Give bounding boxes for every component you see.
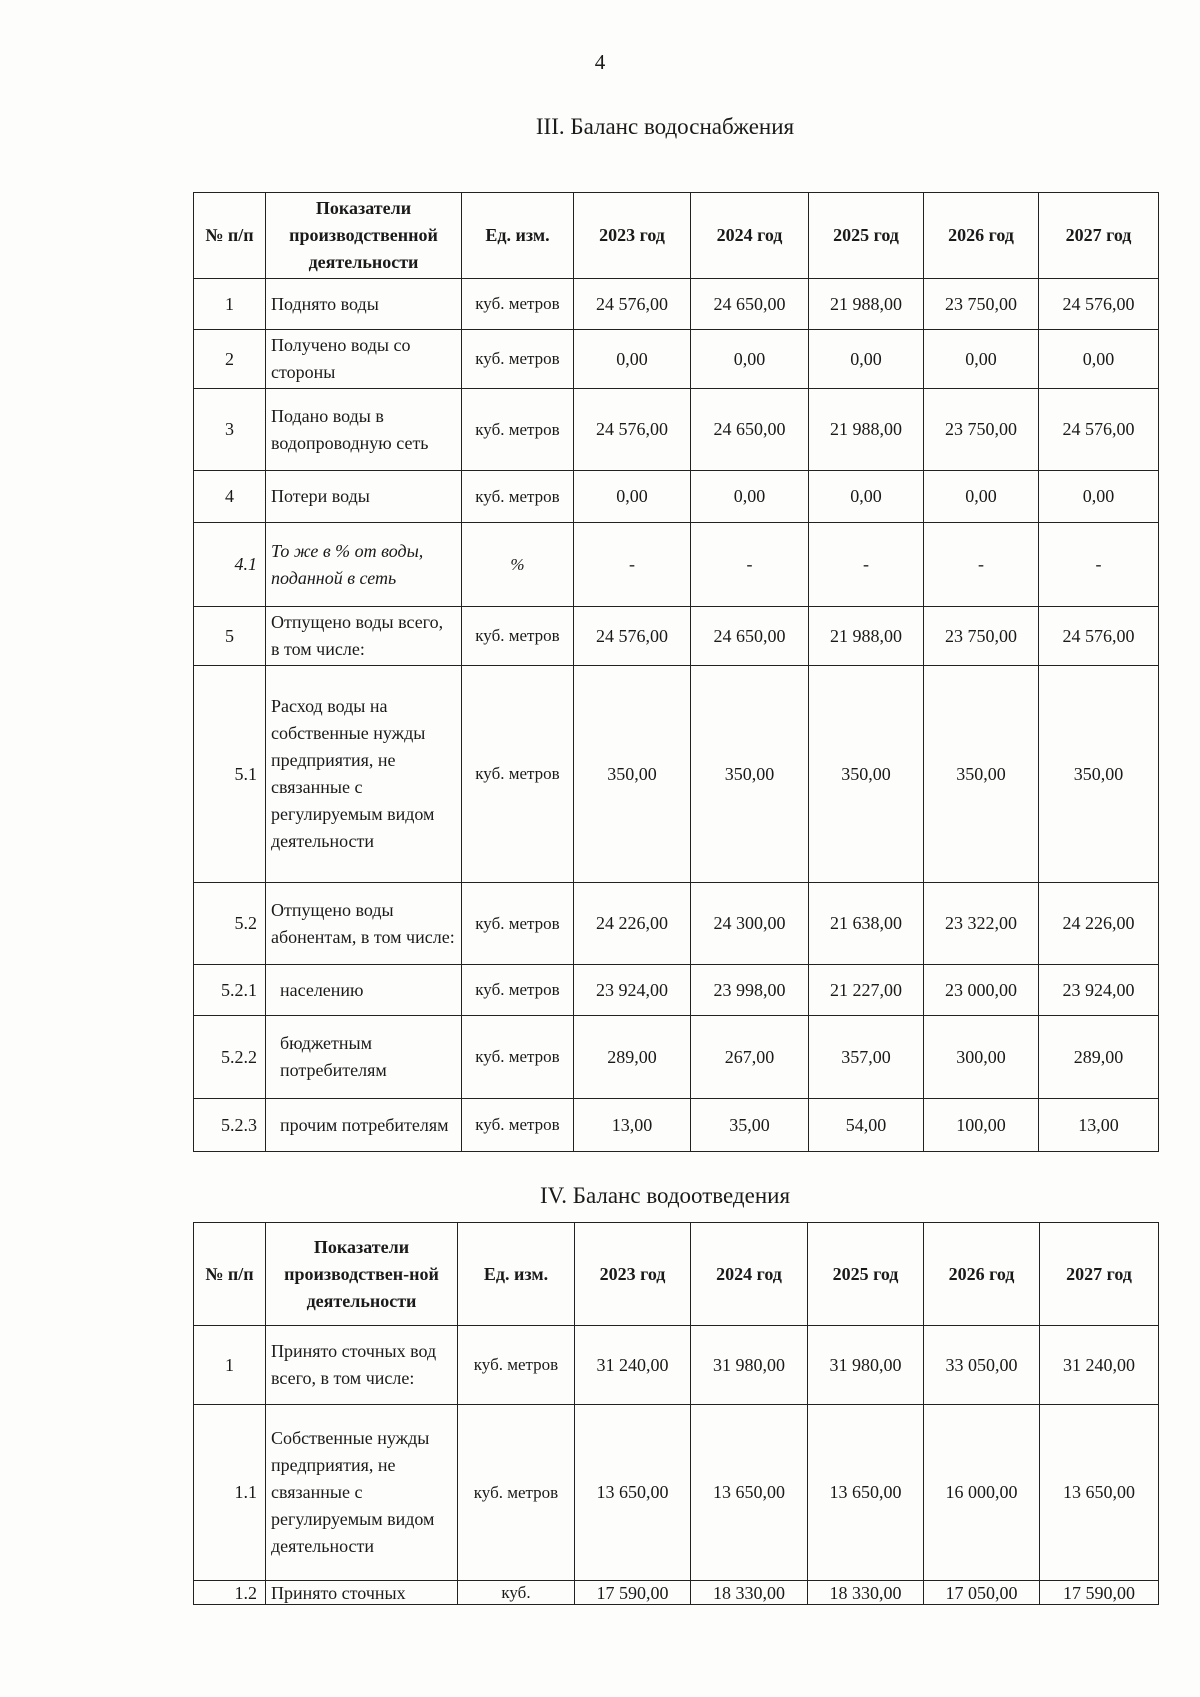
value-2027: 24 226,00	[1039, 883, 1159, 965]
value-2024: 24 650,00	[691, 279, 809, 330]
value-2025: 18 330,00	[808, 1581, 924, 1605]
value-2023: 0,00	[574, 471, 691, 523]
row-indicator: Принято сточных	[266, 1581, 458, 1605]
value-2024: -	[691, 523, 809, 607]
value-2024: 24 300,00	[691, 883, 809, 965]
row-unit: куб. метров	[462, 1016, 574, 1099]
row-indicator: населению	[266, 965, 462, 1016]
value-2024: 13 650,00	[691, 1405, 808, 1581]
value-2023: 24 576,00	[574, 607, 691, 666]
table-row	[194, 330, 1159, 389]
value-2024: 35,00	[691, 1099, 809, 1152]
header-cell: 2024 год	[691, 1223, 808, 1326]
row-unit: куб. метров	[462, 330, 574, 389]
value-2027: 31 240,00	[1040, 1326, 1159, 1405]
value-2023: 31 240,00	[575, 1326, 691, 1405]
section-title-water-supply: III. Баланс водоснабжения	[535, 114, 795, 139]
value-2025: 21 988,00	[809, 279, 924, 330]
value-2025: 0,00	[809, 471, 924, 523]
value-2024: 24 650,00	[691, 389, 809, 471]
header-cell: 2027 год	[1039, 193, 1159, 279]
value-2027: 0,00	[1039, 330, 1159, 389]
table-row	[194, 471, 1159, 523]
value-2025: 357,00	[809, 1016, 924, 1099]
row-unit: куб. метров	[462, 389, 574, 471]
row-indicator: Расход воды на собственные нужды предприятия, не связанные с регулируемым видом деятельности	[266, 666, 462, 883]
row-unit: куб. метров	[462, 1099, 574, 1152]
row-unit: куб. метров	[462, 883, 574, 965]
value-2026: 23 750,00	[924, 389, 1039, 471]
header-cell: 2026 год	[924, 193, 1039, 279]
row-number: 5.2.1	[194, 965, 266, 1016]
row-indicator: То же в % от воды, поданной в сеть	[266, 523, 462, 607]
value-2024: 267,00	[691, 1016, 809, 1099]
value-2026: 300,00	[924, 1016, 1039, 1099]
value-2025: -	[809, 523, 924, 607]
table-row	[194, 666, 1159, 883]
value-2026: 100,00	[924, 1099, 1039, 1152]
table-row	[194, 1326, 1159, 1405]
table-row	[194, 883, 1159, 965]
value-2025: 54,00	[809, 1099, 924, 1152]
row-number: 5.2	[194, 883, 266, 965]
value-2023: 13 650,00	[575, 1405, 691, 1581]
value-2027: 13 650,00	[1040, 1405, 1159, 1581]
row-indicator: Поднято воды	[266, 279, 462, 330]
value-2026: 16 000,00	[924, 1405, 1040, 1581]
header-cell: Показатели производственной деятельности	[266, 193, 462, 279]
value-2023: -	[574, 523, 691, 607]
value-2023: 13,00	[574, 1099, 691, 1152]
row-number: 4	[194, 471, 266, 523]
row-unit: куб. метров	[462, 471, 574, 523]
value-2026: 23 750,00	[924, 607, 1039, 666]
row-unit: куб. метров	[462, 607, 574, 666]
value-2026: 0,00	[924, 471, 1039, 523]
table-row	[194, 389, 1159, 471]
value-2023: 23 924,00	[574, 965, 691, 1016]
row-number: 5.2.3	[194, 1099, 266, 1152]
value-2024: 18 330,00	[691, 1581, 808, 1605]
value-2026: 17 050,00	[924, 1581, 1040, 1605]
value-2025: 21 988,00	[809, 389, 924, 471]
table-row	[194, 1016, 1159, 1099]
page-number: 4	[594, 50, 606, 74]
header-cell: 2027 год	[1040, 1223, 1159, 1326]
value-2024: 24 650,00	[691, 607, 809, 666]
value-2027: 24 576,00	[1039, 389, 1159, 471]
row-indicator: Отпущено воды всего, в том числе:	[266, 607, 462, 666]
value-2027: 289,00	[1039, 1016, 1159, 1099]
value-2026: 0,00	[924, 330, 1039, 389]
table-row	[194, 1405, 1159, 1581]
header-cell: 2025 год	[809, 193, 924, 279]
row-unit: куб. метров	[462, 965, 574, 1016]
value-2026: 23 322,00	[924, 883, 1039, 965]
value-2025: 21 638,00	[809, 883, 924, 965]
row-unit: куб. метров	[458, 1326, 575, 1405]
value-2027: -	[1039, 523, 1159, 607]
water-supply-balance-table	[193, 192, 1159, 1152]
table-header-row	[194, 193, 1159, 279]
row-indicator: Отпущено воды абонентам, в том числе:	[266, 883, 462, 965]
value-2024: 31 980,00	[691, 1326, 808, 1405]
header-cell: Ед. изм.	[458, 1223, 575, 1326]
value-2027: 17 590,00	[1040, 1581, 1159, 1605]
row-number: 5.2.2	[194, 1016, 266, 1099]
header-cell: 2025 год	[808, 1223, 924, 1326]
value-2023: 289,00	[574, 1016, 691, 1099]
header-cell: Ед. изм.	[462, 193, 574, 279]
value-2026: 350,00	[924, 666, 1039, 883]
value-2023: 24 576,00	[574, 389, 691, 471]
row-indicator: прочим потребителям	[266, 1099, 462, 1152]
header-cell: № п/п	[194, 1223, 266, 1326]
row-number: 1.2	[194, 1581, 266, 1605]
row-indicator: Получено воды со стороны	[266, 330, 462, 389]
value-2025: 0,00	[809, 330, 924, 389]
water-disposal-balance-table	[193, 1222, 1159, 1605]
header-cell: Показатели производствен-ной деятельности	[266, 1223, 458, 1326]
value-2023: 24 226,00	[574, 883, 691, 965]
value-2023: 24 576,00	[574, 279, 691, 330]
row-number: 5.1	[194, 666, 266, 883]
row-number: 4.1	[194, 523, 266, 607]
value-2027: 350,00	[1039, 666, 1159, 883]
value-2027: 24 576,00	[1039, 279, 1159, 330]
value-2027: 24 576,00	[1039, 607, 1159, 666]
value-2024: 0,00	[691, 330, 809, 389]
header-cell: 2024 год	[691, 193, 809, 279]
row-indicator: Подано воды в водопроводную сеть	[266, 389, 462, 471]
value-2026: 33 050,00	[924, 1326, 1040, 1405]
table-row	[194, 1099, 1159, 1152]
value-2024: 23 998,00	[691, 965, 809, 1016]
value-2025: 31 980,00	[808, 1326, 924, 1405]
value-2025: 21 988,00	[809, 607, 924, 666]
row-unit: куб. метров	[458, 1405, 575, 1581]
row-unit: %	[462, 523, 574, 607]
value-2027: 23 924,00	[1039, 965, 1159, 1016]
row-unit: куб. метров	[462, 666, 574, 883]
row-unit: куб. метров	[462, 279, 574, 330]
row-number: 1.1	[194, 1405, 266, 1581]
section-title-water-disposal: IV. Баланс водоотведения	[539, 1183, 791, 1208]
row-indicator: Собственные нужды предприятия, не связанные с регулируемым видом деятельности	[266, 1405, 458, 1581]
value-2023: 0,00	[574, 330, 691, 389]
table-header-row	[194, 1223, 1159, 1326]
value-2024: 350,00	[691, 666, 809, 883]
table-row	[194, 607, 1159, 666]
row-number: 3	[194, 389, 266, 471]
header-cell: 2023 год	[575, 1223, 691, 1326]
row-indicator: Принято сточных вод всего, в том числе:	[266, 1326, 458, 1405]
value-2023: 350,00	[574, 666, 691, 883]
value-2026: -	[924, 523, 1039, 607]
value-2026: 23 000,00	[924, 965, 1039, 1016]
header-cell: 2026 год	[924, 1223, 1040, 1326]
value-2024: 0,00	[691, 471, 809, 523]
row-indicator: Потери воды	[266, 471, 462, 523]
row-number: 1	[194, 1326, 266, 1405]
row-indicator: бюджетным потребителям	[266, 1016, 462, 1099]
row-number: 2	[194, 330, 266, 389]
value-2025: 13 650,00	[808, 1405, 924, 1581]
row-number: 1	[194, 279, 266, 330]
table-row	[194, 279, 1159, 330]
value-2027: 0,00	[1039, 471, 1159, 523]
table-row	[194, 965, 1159, 1016]
value-2023: 17 590,00	[575, 1581, 691, 1605]
value-2025: 350,00	[809, 666, 924, 883]
value-2027: 13,00	[1039, 1099, 1159, 1152]
row-unit: куб.	[458, 1581, 575, 1605]
row-number: 5	[194, 607, 266, 666]
header-cell: № п/п	[194, 193, 266, 279]
table-row	[194, 1581, 1159, 1605]
value-2026: 23 750,00	[924, 279, 1039, 330]
table-row	[194, 523, 1159, 607]
value-2025: 21 227,00	[809, 965, 924, 1016]
header-cell: 2023 год	[574, 193, 691, 279]
